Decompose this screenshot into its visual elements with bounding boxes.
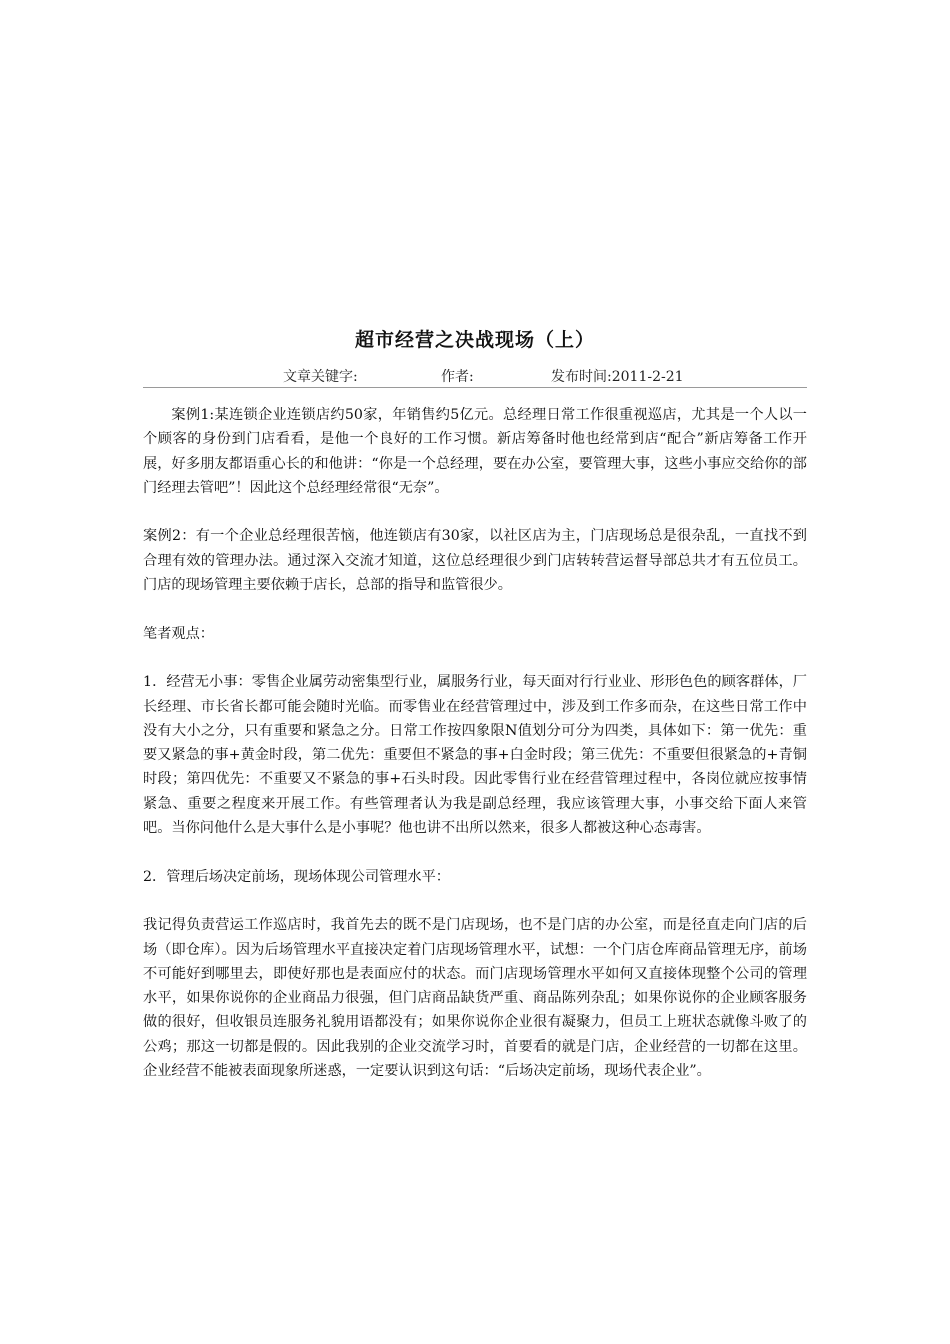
publish-date: 发布时间:2011-2-21 bbox=[551, 369, 684, 385]
paragraph-point-2-heading: 2．管理后场决定前场，现场体现公司管理水平： bbox=[143, 868, 450, 885]
author-label: 作者: bbox=[441, 369, 474, 385]
paragraph-case-2: 案例2：有一个企业总经理很苦恼，他连锁店有30家，以社区店为主，门店现场总是很杂乱，一直找不到合理有效的管理办法。通过深入交流才知道，这位总经理很少到门店转转营运督导部总共才有五位员工。门店的现场管理主要依赖于店长，总部的指导和监管很少。 bbox=[143, 528, 807, 594]
paragraph-point-2-body: 我记得负责营运工作巡店时，我首先去的既不是门店现场，也不是门店的办公室，而是径直走向门店的后场（即仓库）。因为后场管理水平直接决定着门店现场管理水平，试想：一个门店仓库商品管理无序，前场不可能好到哪里去，即使好那也是表面应付的状态。而门店现场管理水平如何又直接体现整个公司的管理水平，如果你说你的企业商品力很强，但门店商品缺货严重、商品陈列杂乱；如果你说你的企业顾客服务做的很好，但收银员连服务礼貌用语都没有；如果你说你企业很有凝聚力，但员工上班状态就像斗败了的公鸡；那这一切都是假的。因此我别的企业交流学习时，首要看的就是门店，企业经营的一切都在这里。企业经营不能被表面现象所迷惑，一定要认识到这句话：“后场决定前场，现场代表企业”。 bbox=[143, 917, 807, 1080]
keywords-label: 文章关键字: bbox=[283, 369, 358, 385]
article-title: 超市经营之决战现场（上） bbox=[354, 328, 595, 351]
article-body bbox=[143, 403, 807, 1108]
header-divider bbox=[143, 387, 807, 388]
paragraph-point-1: 1．经营无小事：零售企业属劳动密集型行业，属服务行业，每天面对行行业业、形形色色的顾客群体，厂长经理、市长省长都可能会随时光临。而零售业在经营管理过中，涉及到工作多而杂，在这些日常工作中没有大小之分，只有重要和紧急之分。日常工作按四象限N值划分可分为四类，具体如下：第一优先：重要又紧急的事+黄金时段，第二优先：重要但不紧急的事+白金时段；第三优先：不重要但很紧急的+青铜时段；第四优先：不重要又不紧急的事+石头时段。因此零售行业在经营管理过程中，各岗位就应按事情紧急、重要之程度来开展工作。有些管理者认为我是副总经理，我应该管理大事，小事交给下面人来管吧。当你问他什么是大事什么是小事呢？他也讲不出所以然来，很多人都被这种心态毒害。 bbox=[143, 674, 807, 837]
paragraph-case-1: 案例1:某连锁企业连锁店约50家，年销售约5亿元。总经理日常工作很重视巡店，尤其是一个人以一个顾客的身份到门店看看，是他一个良好的工作习惯。新店筹备时他也经常到店“配合”新店筹备工作开展，好多朋友都语重心长的和他讲：“你是一个总经理，要在办公室，要管理大事，这些小事应交给你的部门经理去管吧”！因此这个总经理经常很“无奈”。 bbox=[143, 407, 807, 496]
paragraph-author-view: 笔者观点： bbox=[143, 625, 214, 642]
